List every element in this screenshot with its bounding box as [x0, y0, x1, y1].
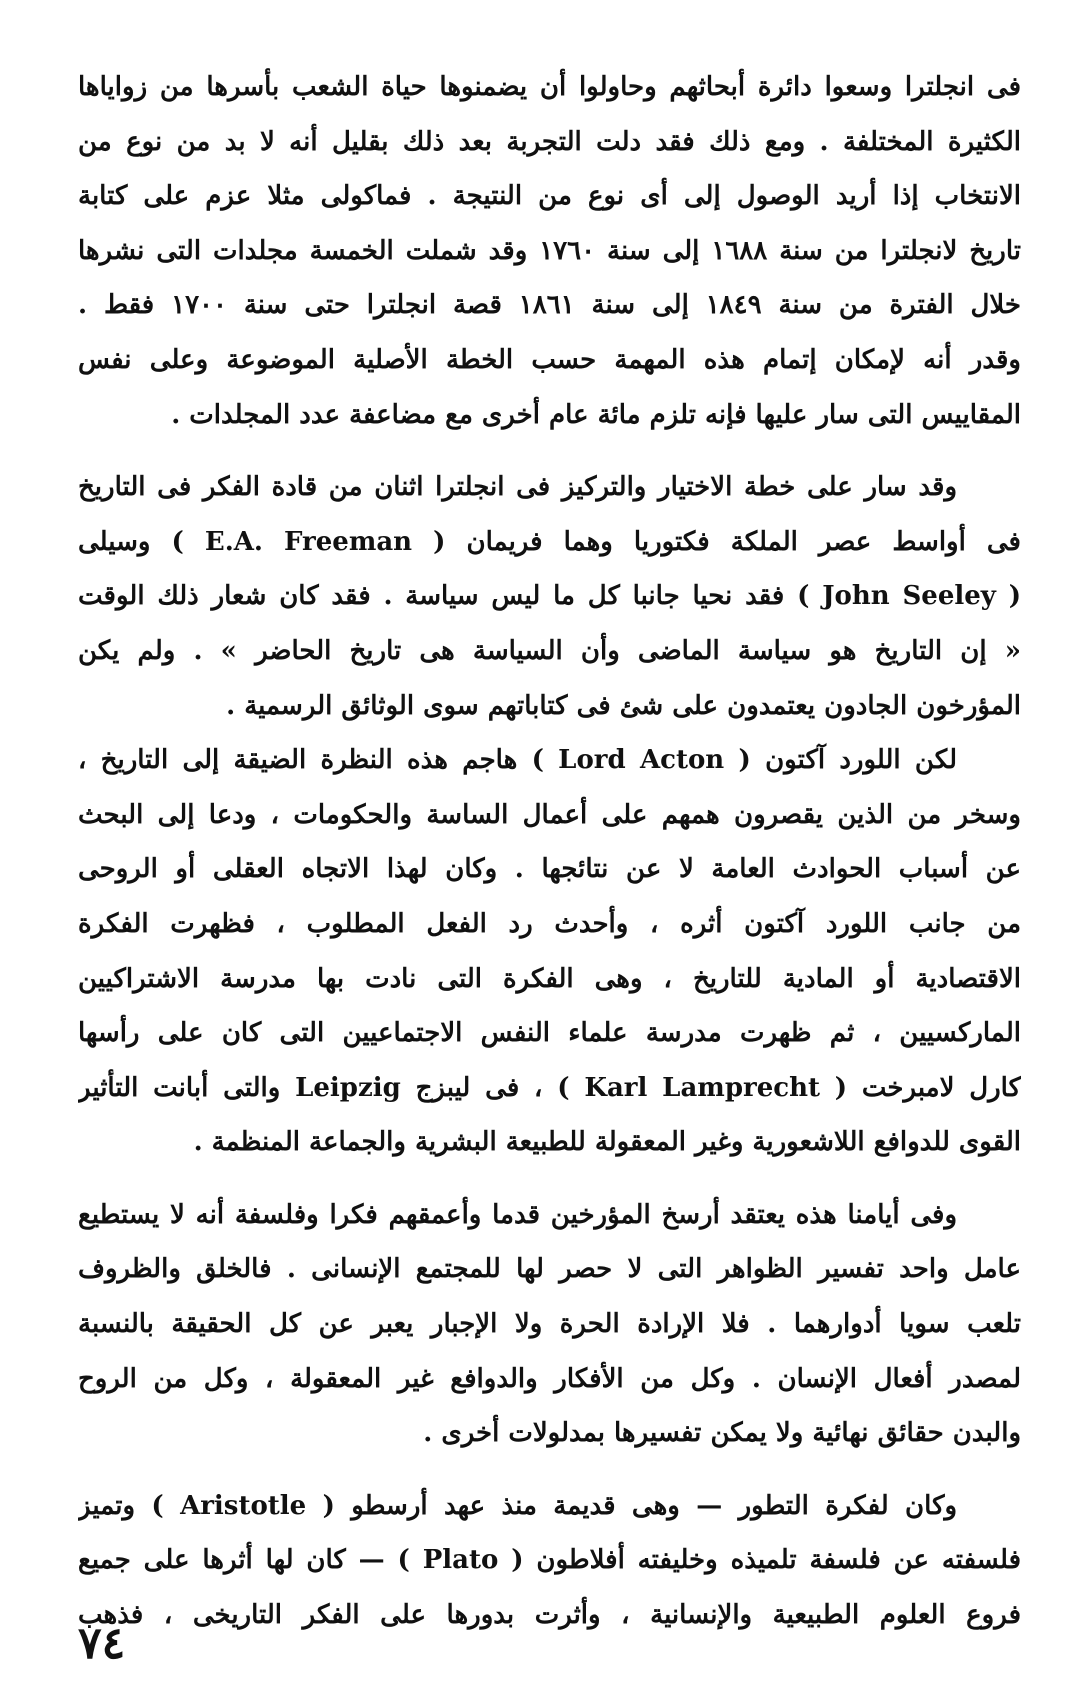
text-line: لمصدر أفعال الإنسان . وكل من الأفكار والدوافع غير المعقولة ، وكل من الروح: [78, 1363, 1021, 1394]
paragraph-4: [78, 1188, 1021, 1461]
text-line: وفى أيامنا هذه يعتقد أرسخ المؤرخين قدما وأعمقهم فكرا وفلسفة أنه لا يستطيع: [78, 1199, 957, 1230]
text-line: القوى للدوافع اللاشعورية وغير المعقولة للطبيعة البشرية والجماعة المنظمة .: [193, 1127, 1021, 1158]
text-line: وسخر من الذين يقصرون همهم على أعمال الساسة والحكومات ، ودعا إلى البحث: [78, 799, 1021, 830]
text-line: « إن التاريخ هو سياسة الماضى وأن السياسة هى تاريخ الحاضر » . ولم يكن: [78, 635, 1021, 666]
text-line: الكثيرة المختلفة . ومع ذلك فقد دلت التجربة بعد ذلك بقليل أنه لا بد من نوع من: [78, 126, 1021, 157]
paragraph-5: [78, 1479, 1021, 1643]
text-line: الماركسيين ، ثم ظهرت مدرسة علماء النفس الاجتماعيين التى كان على رأسها: [78, 1018, 1021, 1049]
paragraph-gap: [78, 1170, 1021, 1188]
paragraph-2: [78, 460, 1021, 733]
text-line: وقدر أنه لإمكان إتمام هذه المهمة حسب الخطة الأصلية الموضوعة وعلى نفس: [78, 344, 1021, 375]
text-line: المؤرخون الجادون يعتمدون على شئ فى كتاباتهم سوى الوثائق الرسمية .: [226, 690, 1021, 721]
text-line: فروع العلوم الطبيعية والإنسانية ، وأثرت بدورها على الفكر التاريخى ، فذهب: [78, 1600, 1021, 1631]
text-line: وكان لفكرة التطور — وهى قديمة منذ عهد أرسطو ( Aristotle ) وتميز: [78, 1490, 957, 1521]
paragraph-gap: [78, 442, 1021, 460]
text-line: خلال الفترة من سنة ١٨٤٩ إلى سنة ١٨٦١ قصة انجلترا حتى سنة ١٧٠٠ فقط .: [78, 290, 1021, 321]
text-line: فى أواسط عصر الملكة فكتوريا وهما فريمان ( E.A. Freeman ) وسيلى: [78, 526, 1021, 557]
text-line: تلعب سويا أدوارهما . فلا الإرادة الحرة ولا الإجبار يعبر عن كل الحقيقة بالنسبة: [78, 1309, 1021, 1340]
paragraph-gap: [78, 1461, 1021, 1479]
text-line: كارل لامبرخت ( Karl Lamprecht ) ، فى ليبزج Leipzig والتى أبانت التأثير: [78, 1072, 1021, 1103]
text-line: تاريخ لانجلترا من سنة ١٦٨٨ إلى سنة ١٧٦٠ وقد شملت الخمسة مجلدات التى نشرها: [78, 235, 1021, 266]
text-line: المقاييس التى سار عليها فإنه تلزم مائة عام أخرى مع مضاعفة عدد المجلدات .: [171, 399, 1021, 430]
text-line: والبدن حقائق نهائية ولا يمكن تفسيرها بمدلولات أخرى .: [423, 1418, 1021, 1449]
paragraph-1: [78, 60, 1021, 442]
text-line: لكن اللورد آكتون ( Lord Acton ) هاجم هذه النظرة الضيقة إلى التاريخ ،: [78, 745, 957, 776]
text-line: عن أسباب الحوادث العامة لا عن نتائجها . وكان لهذا الاتجاه العقلى أو الروحى: [78, 854, 1021, 885]
text-line: الانتخاب إذا أريد الوصول إلى أى نوع من النتيجة . فماكولى مثلا عزم على كتابة: [78, 181, 1021, 212]
text-line: من جانب اللورد آكتون أثره ، وأحدث رد الفعل المطلوب ، فظهرت الفكرة: [78, 908, 1021, 939]
text-line: عامل واحد تفسير الظواهر التى لا حصر لها للمجتمع الإنسانى . فالخلق والظروف: [78, 1254, 1021, 1285]
paragraph-3: [78, 733, 1021, 1170]
text-line: الاقتصادية أو المادية للتاريخ ، وهى الفكرة التى نادت بها مدرسة الاشتراكيين: [78, 963, 1021, 994]
page-number: ٧٤: [78, 1618, 126, 1669]
text-line: فلسفته عن فلسفة تلميذه وخليفته أفلاطون ( Plato ) — كان لها أثرها على جميع: [78, 1545, 1021, 1576]
text-line: ( John Seeley ) فقد نحيا جانبا كل ما ليس سياسة . فقد كان شعار ذلك الوقت: [78, 581, 1021, 612]
page-body-text: [78, 60, 1021, 1643]
text-line: فى انجلترا وسعوا دائرة أبحاثهم وحاولوا أن يضمنوها حياة الشعب بأسرها من زواياها: [78, 72, 1021, 102]
text-line: وقد سار على خطة الاختيار والتركيز فى انجلترا اثنان من قادة الفكر فى التاريخ: [78, 472, 957, 503]
